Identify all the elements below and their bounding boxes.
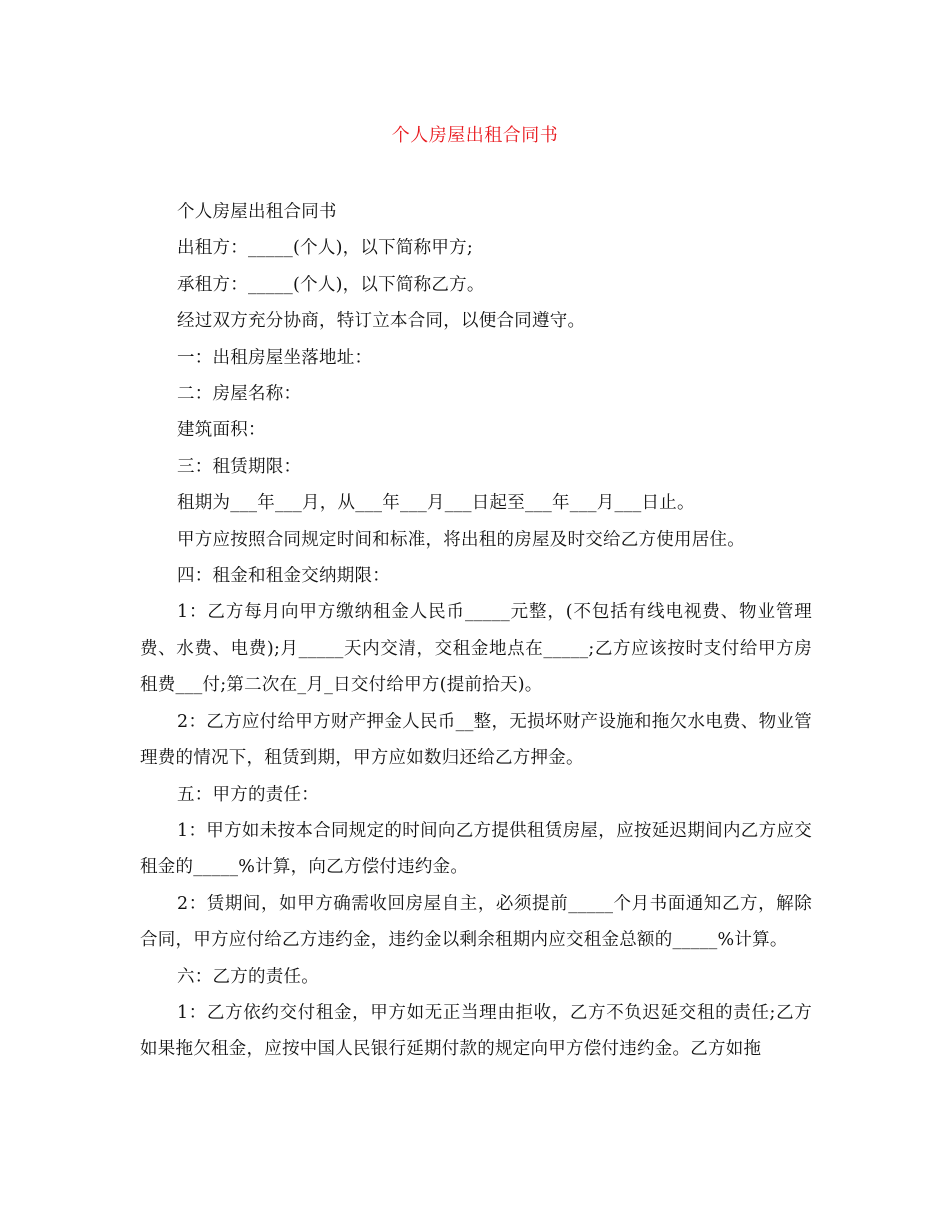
paragraph-lessee: 承租方：_____(个人)，以下简称乙方。: [177, 274, 485, 295]
document-body: [140, 194, 812, 1068]
paragraph-lessee-clause-1: 1：乙方依约交付租金，甲方如无正当理由拒收，乙方不负迟延交租的责任;乙方如果拖欠租金，应按中国人民银行延期付款的规定向甲方偿付违约金。乙方如拖: [140, 1002, 812, 1060]
paragraph-section-6-lessee-duty: 六：乙方的责任。: [177, 966, 319, 987]
paragraph-section-2-name: 二：房屋名称：: [177, 384, 302, 405]
paragraph-delivery: 甲方应按照合同规定时间和标准，将出租的房屋及时交给乙方使用居住。: [177, 529, 745, 550]
paragraph-lessor-clause-1: 1：甲方如未按本合同规定的时间向乙方提供租赁房屋，应按延迟期间内乙方应交租金的_____%计算，向乙方偿付违约金。: [140, 820, 812, 878]
document-title: 个人房屋出租合同书: [391, 125, 559, 146]
paragraph-rent-clause-2: 2：乙方应付给甲方财产押金人民币__整，无损坏财产设施和拖欠水电费、物业管理费的情况下，租赁到期，甲方应如数归还给乙方押金。: [140, 711, 812, 769]
paragraph-section-4-rent: 四：租金和租金交纳期限：: [177, 566, 390, 587]
paragraph-term-period: 租期为___年___月，从___年___月___日起至___年___月___日止。: [177, 493, 695, 514]
paragraph-section-1-address: 一：出租房屋坐落地址：: [177, 347, 373, 368]
paragraph-heading: 个人房屋出租合同书: [177, 202, 337, 222]
paragraph-lessor-clause-2: 2：赁期间，如甲方确需收回房屋自主，必须提前_____个月书面通知乙方，解除合同，甲方应付给乙方违约金，违约金以剩余租期内应交租金总额的_____%计算。: [140, 893, 812, 951]
paragraph-building-area: 建筑面积：: [177, 420, 266, 441]
paragraph-section-3-term: 三：租赁期限：: [177, 456, 302, 477]
paragraph-section-5-lessor-duty: 五：甲方的责任：: [177, 784, 319, 805]
paragraph-agreement: 经过双方充分协商，特订立本合同，以便合同遵守。: [177, 311, 586, 332]
paragraph-rent-clause-1: 1：乙方每月向甲方缴纳租金人民币_____元整，(不包括有线电视费、物业管理费、水费、电费);月_____天内交清，交租金地点在_____;乙方应该按时支付给甲方房租费___付;第二次在_月_日交付给甲方(提前拾天)。: [140, 602, 812, 696]
paragraph-lessor: 出租方：_____(个人)，以下简称甲方;: [177, 238, 474, 259]
